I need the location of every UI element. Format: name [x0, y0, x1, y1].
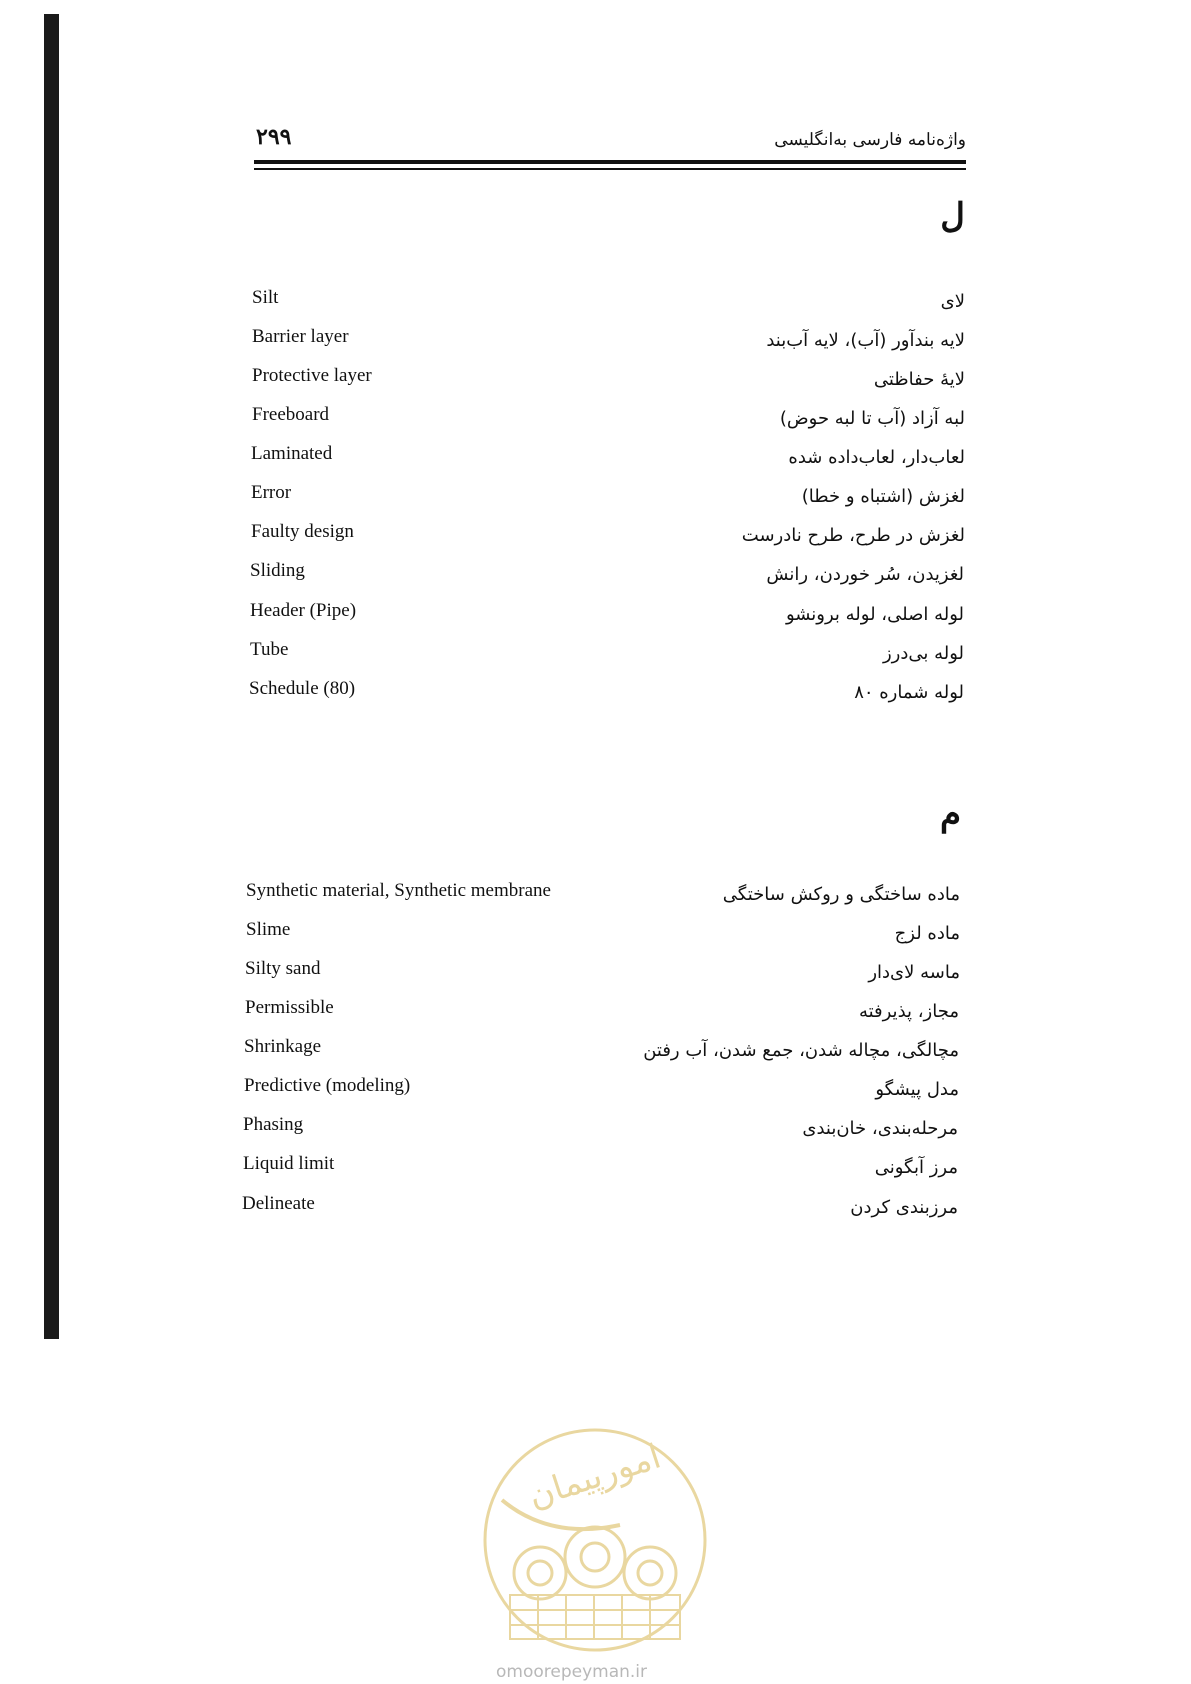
glossary-entry [251, 482, 965, 512]
glossary-entry [250, 560, 964, 590]
glossary-entry [250, 639, 964, 669]
seal-lettering: امورپیمان [523, 1436, 666, 1517]
page-number: ۲۹۹ [256, 124, 292, 150]
persian-term: مچالگی، مچاله شدن، جمع شدن، آب رفتن [643, 1040, 959, 1061]
persian-term: لوله اصلی، لوله برونشو [785, 604, 964, 625]
english-term: Silt [252, 287, 279, 308]
english-term: Freeboard [252, 404, 330, 425]
glossary-entry [252, 365, 965, 395]
english-term: Delineate [242, 1193, 315, 1214]
persian-term: ماده لزج [894, 923, 960, 944]
header-rule-thin [254, 168, 966, 170]
persian-term: لغزش (اشتباه و خطا) [801, 486, 965, 507]
english-term: Tube [250, 639, 289, 660]
english-term: Predictive (modeling) [244, 1075, 411, 1096]
persian-term: لبه آزاد (آب تا لبه حوض) [779, 408, 965, 429]
persian-term: لایهٔ حفاظتی [873, 369, 965, 390]
persian-term: لغزیدن، سُر خوردن، رانش [766, 564, 964, 585]
glossary-entry [242, 1193, 958, 1223]
persian-term: مرزبندی کردن [850, 1197, 958, 1218]
scan-edge-bar [44, 14, 59, 1339]
english-term: Laminated [251, 443, 333, 464]
glossary-entry [243, 1114, 958, 1144]
glossary-entry [244, 1036, 959, 1066]
persian-term: لایه بندآور (آب)، لایه آب‌بند [766, 330, 965, 351]
running-title: واژه‌نامه فارسی به‌انگلیسی [774, 130, 966, 150]
english-term: Header (Pipe) [250, 600, 357, 621]
persian-term: مرحله‌بندی، خان‌بندی [802, 1118, 958, 1139]
persian-term: مجاز، پذیرفته [858, 1001, 959, 1022]
english-term: Sliding [250, 560, 305, 581]
english-term: Silty sand [245, 958, 321, 979]
english-term: Synthetic material, Synthetic membrane [246, 880, 551, 901]
glossary-entry [251, 521, 965, 551]
watermark-seal-logo [480, 1425, 710, 1655]
persian-term: ماسه لای‌دار [868, 962, 960, 983]
glossary-entry [251, 443, 965, 473]
section-letter-lam: ل [940, 196, 965, 236]
persian-term: لای [940, 291, 965, 312]
glossary-entry [243, 1153, 958, 1183]
glossary-entry [249, 678, 964, 708]
glossary-entry [245, 997, 959, 1027]
english-term: Error [251, 482, 292, 503]
english-term: Permissible [245, 997, 334, 1018]
glossary-entry [246, 919, 960, 949]
persian-term: لوله شماره ۸۰ [854, 682, 964, 703]
english-term: Barrier layer [252, 326, 349, 347]
persian-term: لوله بی‌درز [882, 643, 964, 664]
persian-term: لغزش در طرح، طرح نادرست [741, 525, 965, 546]
english-term: Liquid limit [243, 1153, 335, 1174]
english-term: Phasing [243, 1114, 304, 1135]
glossary-entry [246, 880, 960, 910]
header-rule-thick [254, 160, 966, 164]
watermark-url: omoorepeyman.ir [496, 1662, 648, 1682]
glossary-entry [245, 958, 960, 988]
persian-term: ماده ساختگی و روکش ساختگی [722, 884, 960, 905]
persian-term: مرز آبگونی [874, 1157, 958, 1178]
persian-term: مدل پیشگو [875, 1079, 959, 1100]
section-letter-mim: م [939, 794, 961, 834]
english-term: Schedule (80) [249, 678, 356, 699]
glossary-entry [252, 326, 965, 356]
english-term: Slime [246, 919, 291, 940]
persian-term: لعاب‌دار، لعاب‌داده شده [788, 447, 965, 468]
glossary-entry [244, 1075, 959, 1105]
english-term: Shrinkage [244, 1036, 322, 1057]
glossary-entry [252, 287, 965, 317]
glossary-entry [252, 404, 965, 434]
english-term: Protective layer [252, 365, 372, 386]
english-term: Faulty design [251, 521, 354, 542]
glossary-entry [250, 600, 964, 630]
